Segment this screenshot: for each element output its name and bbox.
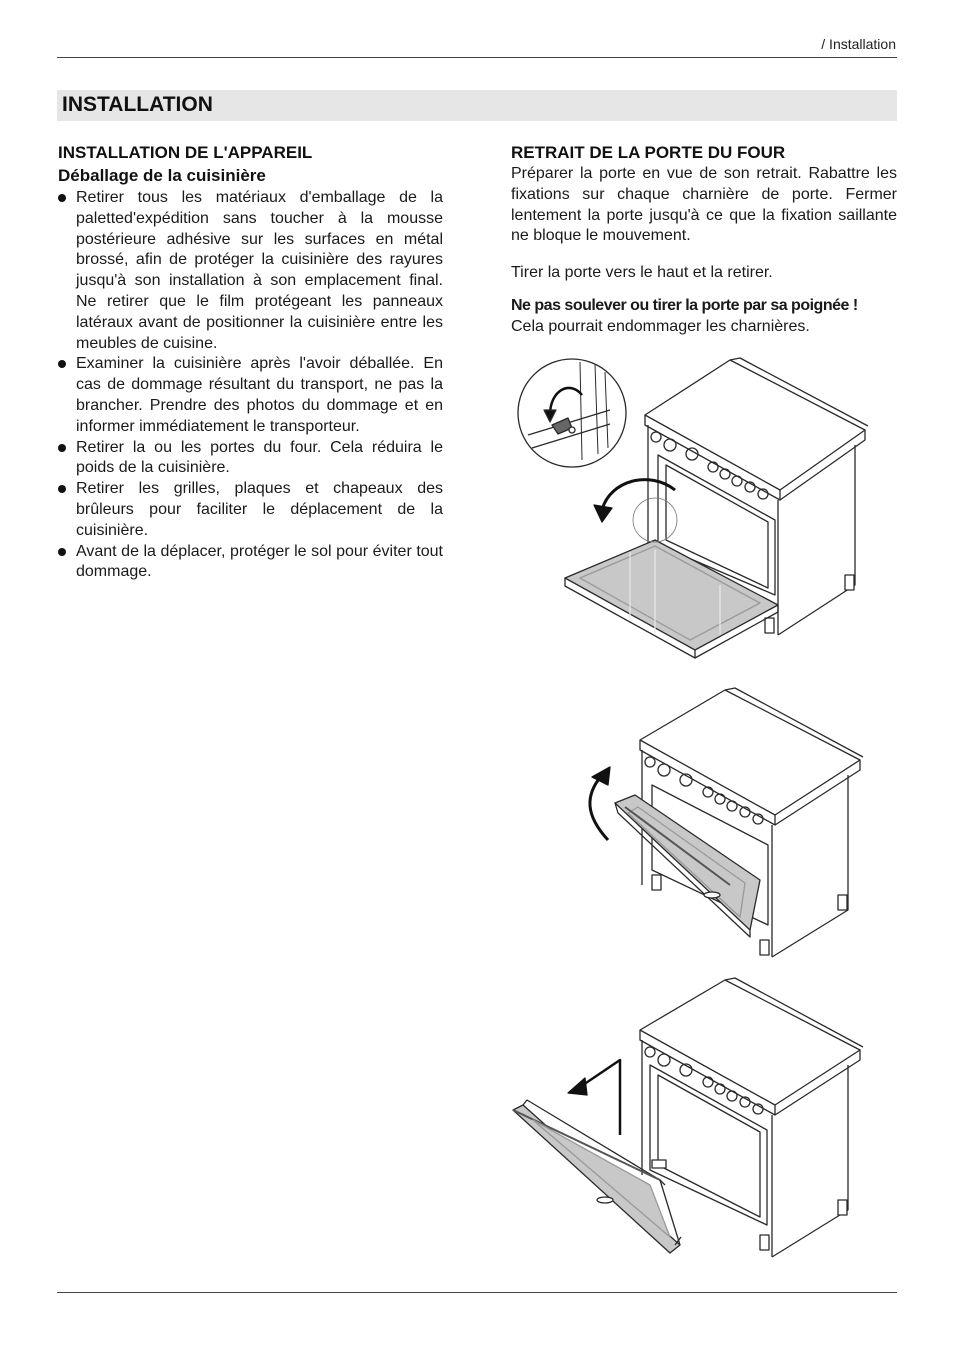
bullet-icon xyxy=(58,548,66,556)
pull-arrow-icon xyxy=(580,1060,620,1135)
unpacking-list xyxy=(58,188,443,583)
left-column xyxy=(58,142,443,583)
unpacking-subheading: Déballage de la cuisinière xyxy=(58,166,266,185)
handle-warning xyxy=(511,296,897,338)
handle-warning-bold: Ne pas soulever ou tirer la porte par sa poignée ! xyxy=(511,296,858,314)
door-lift-figure xyxy=(580,685,870,970)
list-item: Examiner la cuisinière après l'avoir déballée. En cas de dommage résultant du transport, ne pas la brancher. Prendre des photos du dommage et en informer immédiatement le transporteur. xyxy=(58,354,443,437)
bullet-icon xyxy=(58,485,66,493)
section-title: INSTALLATION xyxy=(62,93,213,116)
bullet-icon xyxy=(58,194,66,202)
hinge-detail-icon xyxy=(518,359,626,467)
rotate-arrow-icon xyxy=(590,775,608,840)
door-removal-paragraph-1: Préparer la porte en vue de son retrait. Rabattre les fixations sur chaque charnière de porte. Fermer lentement la porte jusqu'à ce que la fixation saillante ne bloque le mouvement. xyxy=(511,165,897,245)
header-breadcrumb: / Installation xyxy=(821,36,896,52)
list-item: Retirer la ou les portes du four. Cela réduira le poids de la cuisinière. xyxy=(58,438,443,480)
header-rule xyxy=(57,57,897,58)
footer-rule xyxy=(57,1292,897,1293)
section-title-bar xyxy=(57,90,897,121)
bullet-icon xyxy=(58,360,66,368)
handle-warning-text: Cela pourrait endommager les charnières. xyxy=(511,317,810,335)
door-removal-paragraph-2: Tirer la porte vers le haut et la retirer. xyxy=(511,264,773,282)
list-item: Retirer les grilles, plaques et chapeaux des brûleurs pour faciliter le déplacement de la cuisinière. xyxy=(58,479,443,541)
list-item: Avant de la déplacer, protéger le sol pour éviter tout dommage. xyxy=(58,542,443,584)
door-removal-heading: RETRAIT DE LA PORTE DU FOUR xyxy=(511,143,786,162)
install-heading: INSTALLATION DE L'APPAREIL xyxy=(58,143,313,162)
door-open-figure xyxy=(510,350,900,665)
bullet-icon xyxy=(58,444,66,452)
door-remove-figure xyxy=(505,975,870,1260)
list-item: Retirer tous les matériaux d'emballage de la paletted'expédition sans toucher à la mousse postérieure adhésive sur les surfaces en métal brossé, afin de protéger la cuisinière des rayures jusqu'à son installation à son emplacement final. Ne retirer que le film protégeant les panneaux latéraux avant de positionner la cuisinière entre les meubles de cuisine. xyxy=(58,188,443,354)
right-column xyxy=(511,142,897,354)
